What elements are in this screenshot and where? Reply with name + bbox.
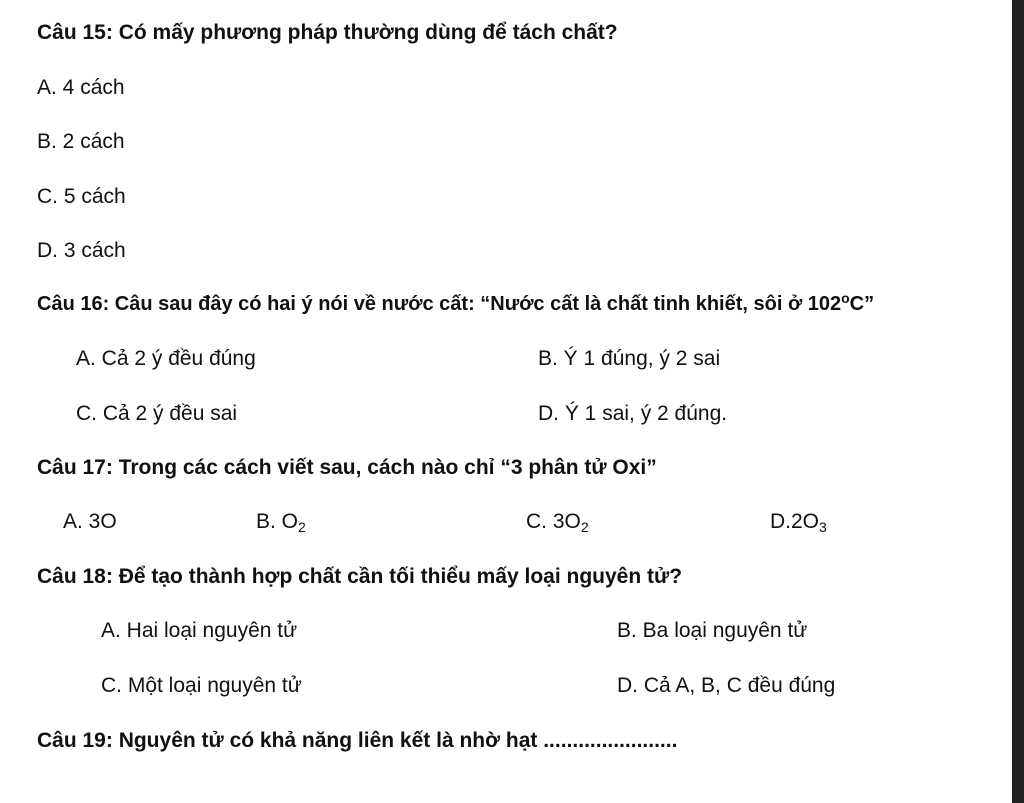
q16-option-a: A. Cả 2 ý đều đúng	[76, 347, 256, 370]
q15-option-d: D. 3 cách	[37, 239, 126, 262]
q15-option-b: B. 2 cách	[37, 130, 125, 153]
q15-option-a: A. 4 cách	[37, 76, 125, 99]
q15-option-c: C. 5 cách	[37, 185, 126, 208]
question-19: Câu 19: Nguyên tử có khả năng liên kết là nhờ hạt .......................	[37, 729, 678, 752]
question-15: Câu 15: Có mấy phương pháp thường dùng để tách chất?	[37, 21, 618, 44]
q17-option-d	[770, 509, 827, 535]
q17-option-c	[526, 509, 589, 535]
q17-option-d-text: D.2O	[770, 510, 820, 533]
q17-option-b-text: B. O	[256, 510, 299, 533]
q18-option-b: B. Ba loại nguyên tử	[617, 619, 808, 642]
q17-option-b-sub: 2	[298, 519, 306, 535]
q17-option-c-sub: 2	[580, 519, 589, 535]
q17-option-a	[63, 509, 117, 535]
q16-option-b: B. Ý 1 đúng, ý 2 sai	[538, 347, 721, 370]
q16-option-c: C. Cả 2 ý đều sai	[76, 402, 238, 425]
q16-degree: o	[841, 290, 850, 306]
question-17: Câu 17: Trong các cách viết sau, cách nào chỉ “3 phân tử Oxi”	[37, 456, 657, 479]
question-18: Câu 18: Để tạo thành hợp chất cần tối thiểu mấy loại nguyên tử?	[37, 565, 683, 588]
q18-option-a: A. Hai loại nguyên tử	[101, 619, 298, 642]
q18-option-d: D. Cả A, B, C đều đúng	[617, 674, 836, 697]
q17-option-d-sub: 3	[819, 519, 827, 535]
q17-option-b	[256, 509, 306, 535]
q18-option-c: C. Một loại nguyên tử	[101, 674, 302, 697]
question-16	[37, 291, 874, 317]
q16-text-suffix: C”	[849, 293, 875, 315]
q17-option-c-text: C. 3O	[526, 510, 581, 533]
right-edge-bar	[1012, 0, 1024, 803]
q16-option-d: D. Ý 1 sai, ý 2 đúng.	[538, 402, 728, 425]
q17-option-a-text: A. 3O	[63, 510, 117, 533]
q16-text-prefix: Câu 16: Câu sau đây có hai ý nói về nước cất: “Nước cất là chất tinh khiết, sôi ở 102	[37, 293, 842, 315]
